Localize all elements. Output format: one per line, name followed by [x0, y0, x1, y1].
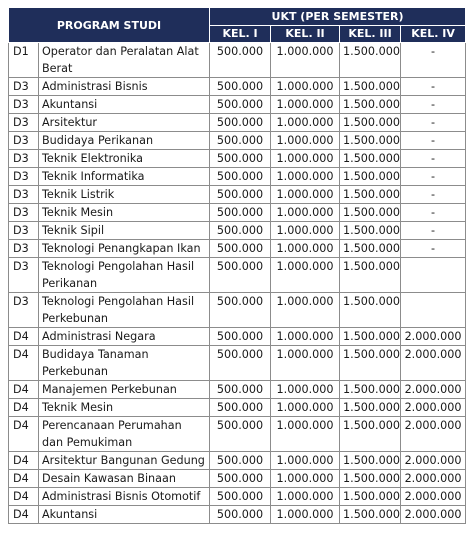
cell-jenjang: D4 [9, 470, 39, 488]
table-row [9, 452, 466, 470]
cell-program-studi: Teknik Informatika [39, 168, 210, 186]
cell-kel-4: - [401, 132, 466, 150]
table-row [9, 328, 466, 346]
cell-kel-2: 1.000.000 [271, 328, 340, 346]
cell-kel-3: 1.500.000 [340, 114, 401, 132]
table-row [9, 186, 466, 204]
cell-kel-3: 1.500.000 [340, 78, 401, 96]
cell-kel-4: 2.000.000 [401, 488, 466, 506]
cell-jenjang: D3 [9, 258, 39, 293]
cell-jenjang: D3 [9, 293, 39, 328]
header-kel-2: KEL. II [271, 25, 340, 43]
cell-program-studi: Teknik Sipil [39, 222, 210, 240]
cell-kel-3: 1.500.000 [340, 240, 401, 258]
cell-program-studi: Administrasi Bisnis [39, 78, 210, 96]
cell-kel-3: 1.500.000 [340, 506, 401, 524]
cell-kel-4: 2.000.000 [401, 346, 466, 381]
cell-kel-2: 1.000.000 [271, 222, 340, 240]
table-body [9, 43, 466, 524]
cell-kel-1: 500.000 [210, 506, 271, 524]
cell-jenjang: D4 [9, 346, 39, 381]
cell-kel-1: 500.000 [210, 204, 271, 222]
cell-kel-2: 1.000.000 [271, 293, 340, 328]
cell-kel-4: - [401, 168, 466, 186]
cell-kel-2: 1.000.000 [271, 186, 340, 204]
cell-kel-4: - [401, 240, 466, 258]
cell-kel-4: - [401, 43, 466, 78]
cell-kel-4: 2.000.000 [401, 452, 466, 470]
cell-kel-3: 1.500.000 [340, 43, 401, 78]
cell-jenjang: D3 [9, 204, 39, 222]
cell-kel-3: 1.500.000 [340, 186, 401, 204]
cell-program-studi: Teknologi Pengolahan Hasil Perikanan [39, 258, 210, 293]
cell-program-studi: Perencanaan Perumahan dan Pemukiman [39, 417, 210, 452]
table-row [9, 132, 466, 150]
cell-kel-4: - [401, 78, 466, 96]
cell-program-studi: Arsitektur Bangunan Gedung [39, 452, 210, 470]
cell-kel-2: 1.000.000 [271, 204, 340, 222]
cell-kel-3: 1.500.000 [340, 132, 401, 150]
cell-kel-3: 1.500.000 [340, 346, 401, 381]
cell-kel-3: 1.500.000 [340, 150, 401, 168]
cell-jenjang: D3 [9, 150, 39, 168]
cell-program-studi: Teknik Elektronika [39, 150, 210, 168]
cell-program-studi: Budidaya Perikanan [39, 132, 210, 150]
header-kel-3: KEL. III [340, 25, 401, 43]
cell-jenjang: D3 [9, 114, 39, 132]
cell-program-studi: Arsitektur [39, 114, 210, 132]
cell-kel-2: 1.000.000 [271, 150, 340, 168]
cell-jenjang: D1 [9, 43, 39, 78]
cell-kel-1: 500.000 [210, 114, 271, 132]
table-row [9, 78, 466, 96]
table-row [9, 488, 466, 506]
cell-kel-1: 500.000 [210, 381, 271, 399]
cell-kel-4: 2.000.000 [401, 328, 466, 346]
cell-kel-2: 1.000.000 [271, 78, 340, 96]
cell-kel-3: 1.500.000 [340, 168, 401, 186]
cell-kel-1: 500.000 [210, 222, 271, 240]
cell-kel-2: 1.000.000 [271, 470, 340, 488]
cell-jenjang: D4 [9, 328, 39, 346]
cell-program-studi: Teknologi Penangkapan Ikan [39, 240, 210, 258]
table-row [9, 399, 466, 417]
cell-kel-1: 500.000 [210, 258, 271, 293]
cell-program-studi: Akuntansi [39, 506, 210, 524]
cell-kel-1: 500.000 [210, 78, 271, 96]
table-row [9, 417, 466, 452]
cell-kel-3: 1.500.000 [340, 258, 401, 293]
cell-jenjang: D3 [9, 132, 39, 150]
table-header [9, 8, 466, 43]
cell-kel-1: 500.000 [210, 328, 271, 346]
cell-program-studi: Desain Kawasan Binaan [39, 470, 210, 488]
cell-kel-2: 1.000.000 [271, 96, 340, 114]
cell-kel-1: 500.000 [210, 417, 271, 452]
cell-kel-3: 1.500.000 [340, 222, 401, 240]
cell-kel-1: 500.000 [210, 293, 271, 328]
cell-kel-1: 500.000 [210, 132, 271, 150]
table-row [9, 150, 466, 168]
cell-kel-1: 500.000 [210, 452, 271, 470]
cell-program-studi: Administrasi Negara [39, 328, 210, 346]
cell-kel-2: 1.000.000 [271, 132, 340, 150]
cell-kel-2: 1.000.000 [271, 399, 340, 417]
cell-kel-4: 2.000.000 [401, 417, 466, 452]
table-row [9, 204, 466, 222]
header-kel-4: KEL. IV [401, 25, 466, 43]
cell-jenjang: D3 [9, 222, 39, 240]
cell-program-studi: Budidaya Tanaman Perkebunan [39, 346, 210, 381]
cell-jenjang: D3 [9, 240, 39, 258]
ukt-table [8, 7, 466, 524]
table-row [9, 43, 466, 78]
table-row [9, 346, 466, 381]
cell-kel-2: 1.000.000 [271, 346, 340, 381]
ukt-table-container [8, 7, 465, 524]
cell-jenjang: D4 [9, 417, 39, 452]
cell-kel-3: 1.500.000 [340, 470, 401, 488]
cell-jenjang: D4 [9, 488, 39, 506]
cell-program-studi: Administrasi Bisnis Otomotif [39, 488, 210, 506]
cell-kel-2: 1.000.000 [271, 417, 340, 452]
cell-kel-3: 1.500.000 [340, 293, 401, 328]
table-row [9, 240, 466, 258]
cell-program-studi: Manajemen Perkebunan [39, 381, 210, 399]
header-kel-1: KEL. I [210, 25, 271, 43]
cell-kel-4 [401, 258, 466, 293]
cell-kel-1: 500.000 [210, 240, 271, 258]
cell-kel-1: 500.000 [210, 346, 271, 381]
table-row [9, 96, 466, 114]
cell-kel-2: 1.000.000 [271, 381, 340, 399]
cell-kel-3: 1.500.000 [340, 96, 401, 114]
cell-program-studi: Akuntansi [39, 96, 210, 114]
cell-kel-3: 1.500.000 [340, 328, 401, 346]
cell-kel-2: 1.000.000 [271, 452, 340, 470]
cell-jenjang: D3 [9, 96, 39, 114]
table-row [9, 114, 466, 132]
cell-jenjang: D4 [9, 452, 39, 470]
cell-kel-3: 1.500.000 [340, 488, 401, 506]
cell-kel-1: 500.000 [210, 96, 271, 114]
cell-program-studi: Operator dan Peralatan Alat Berat [39, 43, 210, 78]
cell-kel-2: 1.000.000 [271, 114, 340, 132]
cell-program-studi: Teknologi Pengolahan Hasil Perkebunan [39, 293, 210, 328]
cell-kel-1: 500.000 [210, 488, 271, 506]
cell-kel-2: 1.000.000 [271, 258, 340, 293]
table-row [9, 222, 466, 240]
cell-kel-1: 500.000 [210, 43, 271, 78]
cell-kel-1: 500.000 [210, 470, 271, 488]
cell-kel-3: 1.500.000 [340, 381, 401, 399]
cell-kel-4: 2.000.000 [401, 506, 466, 524]
cell-program-studi: Teknik Mesin [39, 204, 210, 222]
cell-kel-4: 2.000.000 [401, 470, 466, 488]
cell-kel-1: 500.000 [210, 168, 271, 186]
cell-kel-3: 1.500.000 [340, 399, 401, 417]
cell-jenjang: D3 [9, 78, 39, 96]
cell-program-studi: Teknik Mesin [39, 399, 210, 417]
cell-kel-4: - [401, 204, 466, 222]
cell-kel-2: 1.000.000 [271, 43, 340, 78]
table-row [9, 293, 466, 328]
cell-kel-1: 500.000 [210, 150, 271, 168]
header-program-studi: PROGRAM STUDI [9, 8, 210, 43]
cell-kel-2: 1.000.000 [271, 506, 340, 524]
cell-kel-1: 500.000 [210, 399, 271, 417]
table-row [9, 470, 466, 488]
table-row [9, 258, 466, 293]
cell-kel-4: - [401, 150, 466, 168]
cell-kel-2: 1.000.000 [271, 240, 340, 258]
cell-kel-2: 1.000.000 [271, 168, 340, 186]
cell-kel-4: - [401, 96, 466, 114]
header-ukt-per-semester: UKT (PER SEMESTER) [210, 8, 466, 26]
table-row [9, 506, 466, 524]
cell-kel-3: 1.500.000 [340, 417, 401, 452]
cell-kel-2: 1.000.000 [271, 488, 340, 506]
table-row [9, 168, 466, 186]
cell-kel-4: - [401, 186, 466, 204]
cell-kel-4: - [401, 222, 466, 240]
cell-jenjang: D4 [9, 399, 39, 417]
cell-jenjang: D4 [9, 506, 39, 524]
cell-jenjang: D3 [9, 168, 39, 186]
cell-kel-4: - [401, 114, 466, 132]
table-row [9, 381, 466, 399]
cell-program-studi: Teknik Listrik [39, 186, 210, 204]
cell-jenjang: D4 [9, 381, 39, 399]
cell-kel-4 [401, 293, 466, 328]
cell-kel-4: 2.000.000 [401, 399, 466, 417]
cell-kel-3: 1.500.000 [340, 204, 401, 222]
cell-kel-4: 2.000.000 [401, 381, 466, 399]
cell-jenjang: D3 [9, 186, 39, 204]
cell-kel-1: 500.000 [210, 186, 271, 204]
cell-kel-3: 1.500.000 [340, 452, 401, 470]
